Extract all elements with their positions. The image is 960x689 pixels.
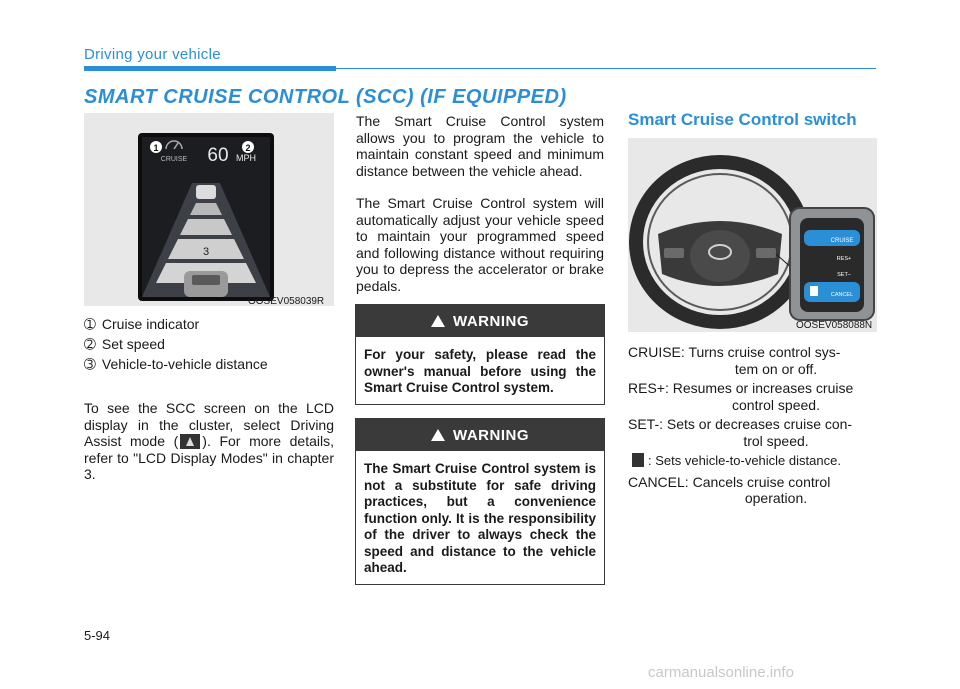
- cruise-button-label: CRUISE: [830, 238, 854, 244]
- warning-text: The Smart Cruise Control system is not a substitute for safe driving practices, but a convenience function only. It is the responsibility of the driver to always check the speed and distance to the vehicle ahead.: [364, 461, 596, 575]
- page-number: 5-94: [84, 628, 111, 643]
- warning-header: WARNING: [356, 419, 604, 451]
- warning-text: For your safety, please read the owner's manual before using the Smart Cruise Control system.: [364, 347, 596, 395]
- distance-icon: [810, 286, 818, 296]
- set-speed-value: 60: [207, 145, 229, 166]
- header-rule-thin: [336, 68, 876, 69]
- marker-1-label: 1: [153, 143, 159, 153]
- auto-adjust-paragraph: The Smart Cruise Control system will automatically adjust your vehicle speed to maintain your programmed speed and following distance without requiring you to depress the accelerator or brake pedals.: [356, 195, 604, 294]
- header-rule-thick: [84, 66, 336, 71]
- cancel-button-label: CANCEL: [830, 292, 854, 298]
- marker-3-label: 3: [202, 246, 210, 258]
- steering-wheel-figure: [628, 138, 877, 332]
- figure-code: OOSEV058039R: [248, 296, 325, 307]
- cruise-label: CRUISE: [160, 156, 188, 163]
- warning-triangle-icon: [431, 315, 445, 327]
- definition-cancel: CANCEL: Cancels cruise control operation.: [628, 473, 831, 506]
- definition-distance: : Sets vehicle-to-vehicle distance.: [628, 453, 878, 470]
- list-item: ➀ Cruise indicator: [84, 316, 200, 332]
- vehicle-distance-icon: [632, 453, 644, 467]
- intro-paragraph: The Smart Cruise Control system allows you to program the vehicle to maintain constant speed and minimum distance between the vehicle ahead.: [356, 113, 604, 179]
- warning-box: [355, 304, 605, 405]
- figure-code: OOSEV058088N: [796, 320, 873, 331]
- res-button-label: RES+: [836, 256, 852, 262]
- warning-triangle-icon: [431, 429, 445, 441]
- definition-set: SET-: Sets or decreases cruise con- trol speed.: [628, 416, 853, 449]
- switch-section-title: Smart Cruise Control switch: [628, 110, 857, 129]
- warning-box: [355, 418, 605, 585]
- cluster-display-figure: [84, 113, 334, 306]
- switch-definitions: [628, 344, 878, 510]
- definition-cruise: CRUISE: Turns cruise control sys- tem on or off.: [628, 344, 841, 377]
- lead-vehicle-icon: [196, 185, 216, 199]
- watermark: carmanualsonline.info: [648, 664, 794, 681]
- section-header: Driving your vehicle: [84, 46, 221, 63]
- set-button-label: SET–: [837, 272, 851, 278]
- driving-assist-mode-icon: [180, 434, 200, 449]
- legend-list: [84, 314, 268, 374]
- definition-res: RES+: Resumes or increases cruise control speed.: [628, 380, 854, 413]
- scc-screen-paragraph: To see the SCC screen on the LCD display in the cluster, select Driving Assist mode ( ). For more details, refer to "LCD Display Modes" in chapter 3.: [84, 400, 334, 482]
- marker-2-label: 2: [245, 143, 251, 153]
- cluster-display-illustration: [84, 113, 334, 306]
- page-title: SMART CRUISE CONTROL (SCC) (IF EQUIPPED): [84, 86, 567, 108]
- speed-unit: MPH: [236, 153, 256, 163]
- warning-header: WARNING: [356, 305, 604, 337]
- list-item: ➂ Vehicle-to-vehicle distance: [84, 356, 268, 372]
- list-item: ➁ Set speed: [84, 336, 165, 352]
- steering-wheel-illustration: [628, 138, 877, 332]
